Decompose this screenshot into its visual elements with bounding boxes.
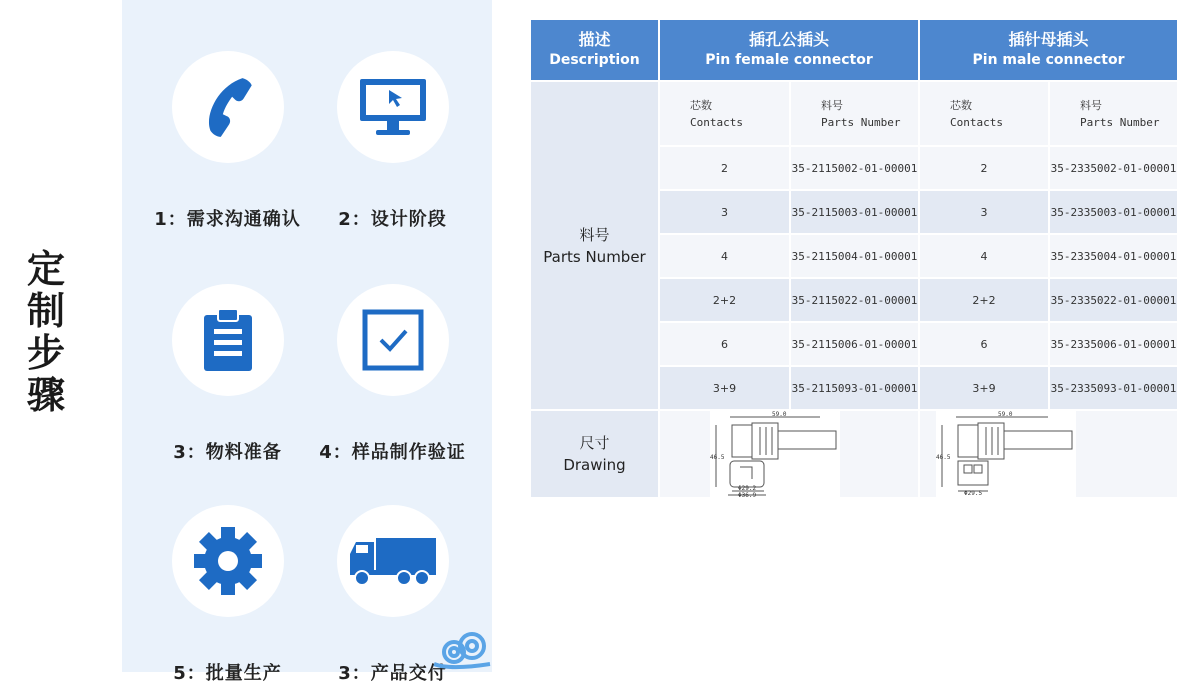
- step-3: [135, 284, 320, 464]
- female-height-dim: 46.5: [710, 454, 725, 461]
- monitor-icon: [358, 75, 428, 139]
- male-part-number: 35-2335002-01-00001: [1049, 146, 1178, 190]
- step-1: [135, 51, 320, 231]
- drawing-label: 尺寸 Drawing: [530, 410, 659, 498]
- header-description: 描述 Description: [530, 19, 659, 81]
- female-part-number: 35-2115004-01-00001: [790, 234, 919, 278]
- step-2-circle: [337, 51, 449, 163]
- female-width-dim: 59.0: [772, 411, 787, 418]
- male-contacts: 2+2: [919, 278, 1049, 322]
- step-6-label: 3：产品交付: [338, 663, 447, 684]
- step-4: [300, 284, 485, 464]
- header-female: 插孔公插头 Pin female connector: [659, 19, 919, 81]
- step-2-label: 2：设计阶段: [338, 209, 447, 230]
- step-3-label: 3：物料准备: [173, 442, 282, 463]
- male-contacts: 2: [919, 146, 1049, 190]
- male-contacts: 4: [919, 234, 1049, 278]
- side-title-char: 制: [26, 289, 65, 333]
- female-contacts: 2: [659, 146, 790, 190]
- checkbox-icon: [361, 308, 425, 372]
- side-title-char: 定: [26, 247, 65, 291]
- side-title-char: 步: [26, 331, 65, 375]
- sub-contacts-male: 芯数 Contacts: [919, 81, 1049, 146]
- male-drawing-cell: [919, 410, 1178, 498]
- truck-icon: [348, 536, 438, 586]
- side-title-char: 骤: [26, 373, 65, 417]
- female-drawing-cell: [659, 410, 919, 498]
- male-part-number: 35-2335003-01-00001: [1049, 190, 1178, 234]
- male-part-number: 35-2335093-01-00001: [1049, 366, 1178, 410]
- female-contacts: 4: [659, 234, 790, 278]
- step-1-circle: [172, 51, 284, 163]
- gear-icon: [192, 525, 264, 597]
- female-part-number: 35-2115003-01-00001: [790, 190, 919, 234]
- sub-parts-male: 料号 Parts Number: [1049, 81, 1178, 146]
- parts-number-label: 料号 Parts Number: [530, 81, 659, 410]
- female-part-number: 35-2115022-01-00001: [790, 278, 919, 322]
- male-part-number: 35-2335006-01-00001: [1049, 322, 1178, 366]
- steps-panel: [122, 0, 492, 684]
- clipboard-icon: [202, 307, 254, 373]
- male-part-number: 35-2335004-01-00001: [1049, 234, 1178, 278]
- sub-parts-female: 料号 Parts Number: [790, 81, 919, 146]
- drawing-row: [530, 410, 1178, 498]
- spec-table: [529, 18, 1179, 499]
- step-6-circle: [337, 505, 449, 617]
- male-contacts: 3+9: [919, 366, 1049, 410]
- sub-header-row: [530, 81, 1178, 146]
- side-title: [22, 248, 70, 416]
- step-4-circle: [337, 284, 449, 396]
- step-5-label: 5：批量生产: [173, 663, 282, 684]
- male-contacts: 6: [919, 322, 1049, 366]
- female-part-number: 35-2115006-01-00001: [790, 322, 919, 366]
- male-connector-drawing: [936, 411, 1076, 497]
- sub-contacts-female: 芯数 Contacts: [659, 81, 790, 146]
- female-contacts: 2+2: [659, 278, 790, 322]
- step-5: [135, 505, 320, 685]
- table-header: [530, 19, 1178, 81]
- phone-icon: [195, 74, 261, 140]
- header-male: 插针母插头 Pin male connector: [919, 19, 1178, 81]
- female-contacts: 3+9: [659, 366, 790, 410]
- male-dia1-dim: Φ29.5: [964, 490, 983, 497]
- step-5-circle: [172, 505, 284, 617]
- female-dia2-dim: Φ36.9: [738, 492, 757, 497]
- female-part-number: 35-2115093-01-00001: [790, 366, 919, 410]
- male-width-dim: 59.0: [998, 411, 1013, 418]
- male-height-dim: 46.5: [936, 454, 951, 461]
- female-contacts: 6: [659, 322, 790, 366]
- male-contacts: 3: [919, 190, 1049, 234]
- female-contacts: 3: [659, 190, 790, 234]
- step-3-circle: [172, 284, 284, 396]
- step-2: [300, 51, 485, 231]
- female-connector-drawing: [710, 411, 840, 497]
- female-dia1-dim: Φ29.2: [738, 485, 757, 492]
- cloud-ornament-icon: [432, 624, 492, 672]
- step-1-label: 1：需求沟通确认: [154, 209, 301, 230]
- female-part-number: 35-2115002-01-00001: [790, 146, 919, 190]
- male-part-number: 35-2335022-01-00001: [1049, 278, 1178, 322]
- step-4-label: 4：样品制作验证: [319, 442, 466, 463]
